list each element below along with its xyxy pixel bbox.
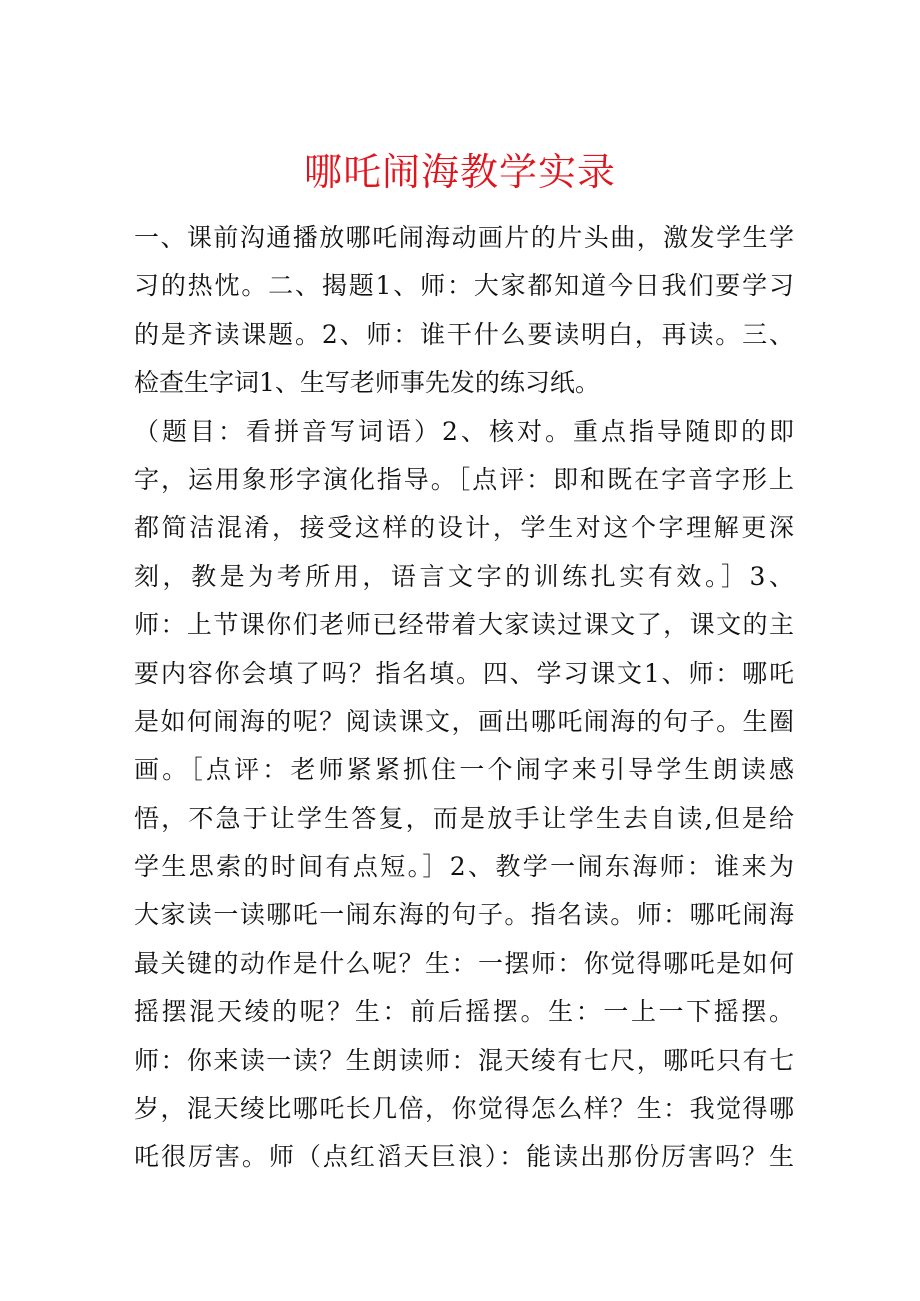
body-line: 悟，不急于让学生答复，而是放手让学生去自读,但是给: [134, 803, 794, 833]
body-line: 师：你来读一读？生朗读师：混天绫有七尺，哪吒只有七: [134, 1045, 794, 1075]
body-line: 是如何闹海的呢？阅读课文，画出哪吒闹海的句子。生圈: [134, 706, 794, 736]
document-title: 哪吒闹海教学实录: [303, 150, 616, 194]
body-line: 最关键的动作是什么呢？生：一摆师：你觉得哪吒是如何: [134, 948, 794, 978]
body-line: 要内容你会填了吗？指名填。四、学习课文1、师：哪吒: [134, 658, 794, 688]
body-line: 习的热忱。二、揭题1、师：大家都知道今日我们要学习: [134, 271, 794, 301]
body-line: 的是齐读课题。2、师：谁干什么要读明白，再读。三、: [134, 319, 794, 349]
body-line: 师：上节课你们老师已经带着大家读过课文了，课文的主: [134, 610, 794, 640]
body-line: 岁，混天绫比哪吒长几倍，你觉得怎么样？生：我觉得哪: [134, 1094, 794, 1124]
body-line: （题目：看拼音写词语）2、核对。重点指导随即的即: [134, 416, 794, 446]
body-line: 字，运用象形字演化指导。［点评：即和既在字音字形上: [134, 464, 794, 494]
body-line: 摇摆混天绫的呢？生：前后摇摆。生：一上一下摇摆。: [134, 997, 794, 1027]
body-line: 吒很厉害。师（点红滔天巨浪）：能读出那份厉害吗？生: [134, 1142, 794, 1172]
body-line: 学生思索的时间有点短。］2、教学一闹东海师：谁来为: [134, 852, 794, 882]
body-line: 画。［点评：老师紧紧抓住一个闹字来引导学生朗读感: [134, 755, 794, 785]
body-line: 大家读一读哪吒一闹东海的句子。指名读。师：哪吒闹海: [134, 900, 794, 930]
document-body: [134, 214, 794, 1182]
body-line: 刻，教是为考所用，语言文字的训练扎实有效。］3、: [134, 561, 794, 591]
body-line: 一、课前沟通播放哪吒闹海动画片的片头曲，激发学生学: [134, 223, 794, 252]
body-line: 都简洁混淆，接受这样的设计，学生对这个字理解更深: [134, 513, 794, 543]
body-line: 检查生字词1、生写老师事先发的练习纸。: [134, 368, 600, 398]
